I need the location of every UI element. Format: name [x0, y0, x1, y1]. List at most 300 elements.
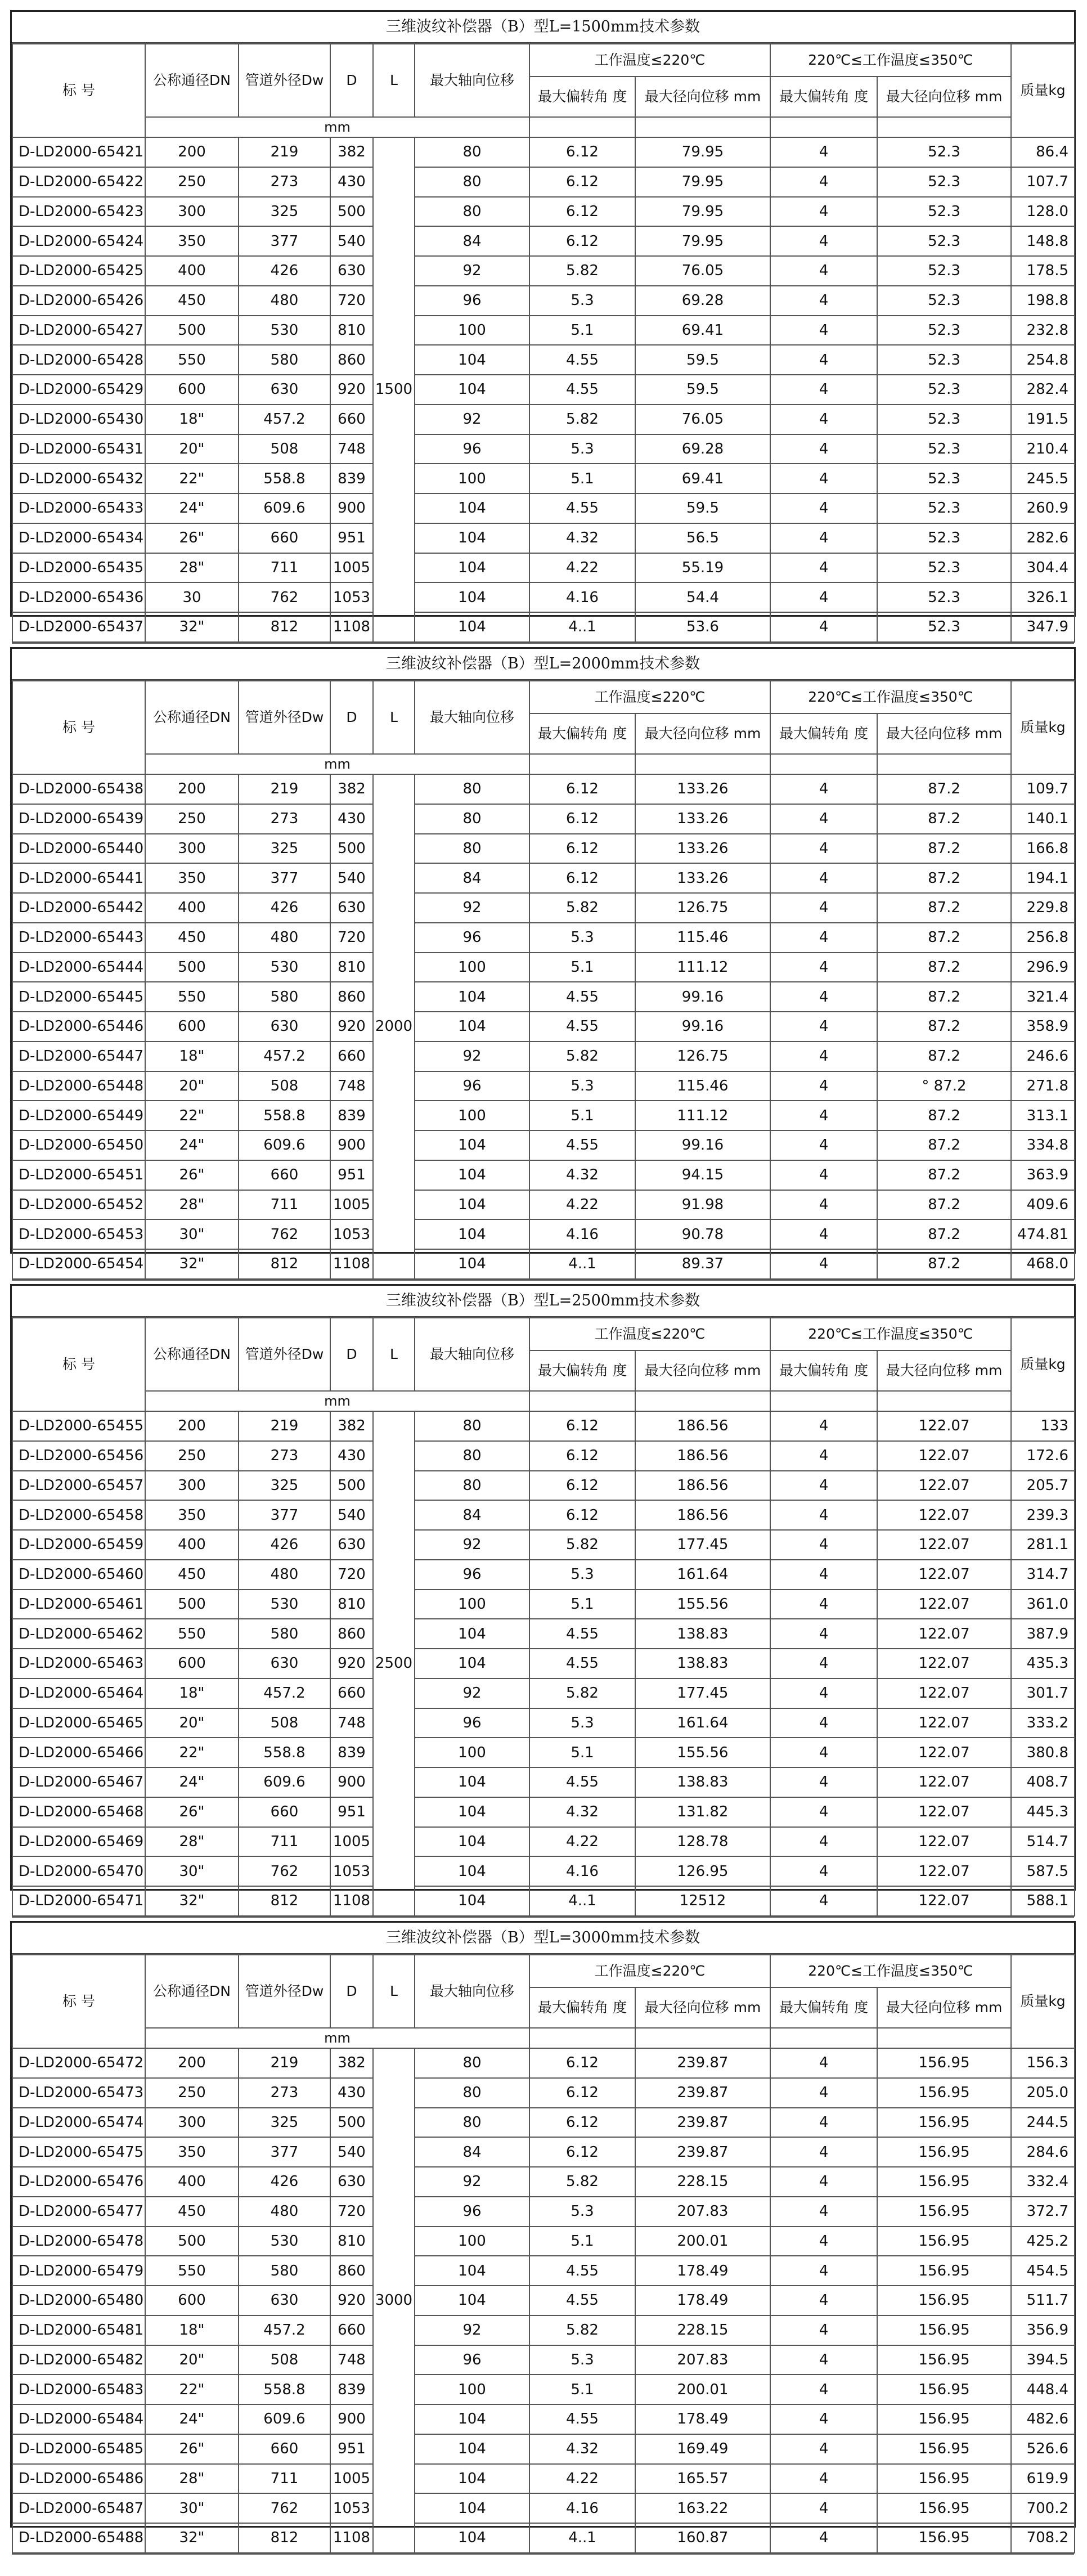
cell-axial: 104	[415, 2523, 529, 2553]
cell-radial-high: 52.3	[877, 345, 1011, 375]
cell-radial-low: 133.26	[635, 774, 770, 804]
cell-axial: 104	[415, 1160, 529, 1190]
cell-angle-low: 6.12	[529, 1500, 635, 1530]
header-mass: 质量kg	[1011, 681, 1075, 774]
spec-table-block-2500	[10, 1284, 1076, 1910]
cell-outer-dw: 630	[239, 2286, 330, 2315]
cell-angle-high: 4	[770, 1560, 877, 1590]
cell-code: D-LD2000-65441	[12, 863, 145, 893]
cell-nominal-dn: 300	[145, 197, 239, 227]
cell-code: D-LD2000-65479	[12, 2256, 145, 2286]
cell-angle-high: 4	[770, 464, 877, 493]
cell-mass: 205.7	[1011, 1471, 1075, 1501]
cell-angle-high: 4	[770, 2523, 877, 2553]
cell-nominal-dn: 350	[145, 1500, 239, 1530]
cell-nominal-dn: 200	[145, 774, 239, 804]
header-pipe-outer-diameter: 管道外径Dw	[239, 1318, 330, 1391]
cell-code: D-LD2000-65439	[12, 804, 145, 834]
cell-axial: 80	[415, 804, 529, 834]
cell-angle-high: 4	[770, 1649, 877, 1679]
cell-axial: 96	[415, 2345, 529, 2375]
cell-code: D-LD2000-65478	[12, 2227, 145, 2256]
cell-radial-high: 156.95	[877, 2345, 1011, 2375]
table-row	[12, 923, 1075, 953]
cell-d: 382	[330, 137, 373, 167]
cell-nominal-dn: 26"	[145, 1797, 239, 1827]
cell-angle-high: 4	[770, 1500, 877, 1530]
cell-mass: 708.2	[1011, 2523, 1075, 2553]
cell-angle-low: 5.82	[529, 1042, 635, 1071]
table-row	[12, 2345, 1075, 2375]
header-temp-high: 220℃≤工作温度≤350℃	[770, 681, 1011, 713]
table-row	[12, 1797, 1075, 1827]
cell-angle-high: 4	[770, 1249, 877, 1279]
cell-code: D-LD2000-65445	[12, 982, 145, 1012]
cell-code: D-LD2000-65468	[12, 1797, 145, 1827]
cell-angle-low: 4.55	[529, 2286, 635, 2315]
header-temp-high: 220℃≤工作温度≤350℃	[770, 1318, 1011, 1350]
cell-radial-high: 156.95	[877, 2493, 1011, 2523]
cell-nominal-dn: 24"	[145, 1767, 239, 1797]
cell-axial: 96	[415, 1560, 529, 1590]
cell-angle-low: 5.3	[529, 2197, 635, 2227]
cell-angle-high: 4	[770, 2197, 877, 2227]
cell-code: D-LD2000-65469	[12, 1827, 145, 1857]
cell-radial-high: 122.07	[877, 1886, 1011, 1916]
header-max-angle-high: 最大偏转角 度	[770, 1350, 877, 1391]
cell-radial-low: 200.01	[635, 2375, 770, 2404]
cell-code: D-LD2000-65428	[12, 345, 145, 375]
cell-axial: 96	[415, 923, 529, 953]
cell-mass: 178.5	[1011, 256, 1075, 286]
table-row	[12, 1738, 1075, 1767]
cell-angle-low: 4..1	[529, 1249, 635, 1279]
cell-angle-high: 4	[770, 316, 877, 345]
cell-angle-high: 4	[770, 434, 877, 464]
cell-outer-dw: 558.8	[239, 2375, 330, 2404]
header-max-angle-low: 最大偏转角 度	[529, 1350, 635, 1391]
cell-mass: 482.6	[1011, 2404, 1075, 2434]
cell-outer-dw: 377	[239, 1500, 330, 1530]
cell-radial-low: 186.56	[635, 1500, 770, 1530]
cell-angle-high: 4	[770, 1797, 877, 1827]
cell-code: D-LD2000-65448	[12, 1071, 145, 1101]
cell-angle-high: 4	[770, 1856, 877, 1886]
cell-nominal-dn: 200	[145, 1411, 239, 1441]
cell-axial: 80	[415, 774, 529, 804]
cell-mass: 408.7	[1011, 1767, 1075, 1797]
cell-radial-high: 122.07	[877, 1827, 1011, 1857]
cell-radial-low: 133.26	[635, 804, 770, 834]
cell-mass: 361.0	[1011, 1590, 1075, 1619]
cell-angle-high: 4	[770, 982, 877, 1012]
cell-radial-low: 111.12	[635, 953, 770, 982]
table-row	[12, 1249, 1075, 1279]
cell-axial: 80	[415, 137, 529, 167]
cell-d: 660	[330, 1042, 373, 1071]
cell-angle-high: 4	[770, 1827, 877, 1857]
cell-code: D-LD2000-65480	[12, 2286, 145, 2315]
table-title: 三维波纹补偿器（B）型L=3000mm技术参数	[12, 1923, 1074, 1954]
table-row	[12, 493, 1075, 523]
header-nominal-diameter: 公称通径DN	[145, 1955, 239, 2028]
cell-nominal-dn: 30"	[145, 1856, 239, 1886]
cell-nominal-dn: 24"	[145, 1130, 239, 1160]
cell-radial-high: 122.07	[877, 1856, 1011, 1886]
cell-angle-high: 4	[770, 893, 877, 923]
table-row	[12, 1101, 1075, 1130]
cell-angle-high: 4	[770, 523, 877, 553]
cell-radial-high: 52.3	[877, 523, 1011, 553]
cell-mass: 239.3	[1011, 1500, 1075, 1530]
cell-angle-high: 4	[770, 1530, 877, 1560]
cell-radial-high: 122.07	[877, 1738, 1011, 1767]
table-row	[12, 553, 1075, 583]
cell-mass: 191.5	[1011, 405, 1075, 434]
cell-nominal-dn: 22"	[145, 1738, 239, 1767]
cell-angle-high: 4	[770, 1767, 877, 1797]
header-max-radial-high: 最大径向位移 mm	[877, 1350, 1011, 1391]
cell-mass: 254.8	[1011, 345, 1075, 375]
cell-d: 1053	[330, 1219, 373, 1249]
cell-code: D-LD2000-65476	[12, 2167, 145, 2197]
header-max-radial-low: 最大径向位移 mm	[635, 77, 770, 117]
cell-angle-high: 4	[770, 1101, 877, 1130]
cell-d: 860	[330, 1619, 373, 1649]
cell-angle-low: 5.3	[529, 1708, 635, 1738]
cell-nominal-dn: 18"	[145, 2315, 239, 2345]
cell-d: 810	[330, 1590, 373, 1619]
cell-axial: 92	[415, 893, 529, 923]
spec-table	[12, 43, 1075, 643]
cell-d: 839	[330, 1738, 373, 1767]
cell-nominal-dn: 26"	[145, 2434, 239, 2464]
cell-nominal-dn: 450	[145, 2197, 239, 2227]
cell-angle-low: 4.55	[529, 1619, 635, 1649]
cell-angle-low: 4.22	[529, 553, 635, 583]
cell-radial-high: 122.07	[877, 1590, 1011, 1619]
cell-axial: 96	[415, 434, 529, 464]
cell-angle-low: 6.12	[529, 226, 635, 256]
cell-axial: 104	[415, 345, 529, 375]
cell-mass: 363.9	[1011, 1160, 1075, 1190]
table-row	[12, 405, 1075, 434]
cell-angle-low: 5.82	[529, 1530, 635, 1560]
cell-angle-low: 5.1	[529, 2227, 635, 2256]
cell-outer-dw: 630	[239, 375, 330, 405]
cell-radial-low: 161.64	[635, 1560, 770, 1590]
cell-d: 920	[330, 1649, 373, 1679]
cell-angle-low: 4.16	[529, 1856, 635, 1886]
cell-angle-high: 4	[770, 1411, 877, 1441]
cell-angle-low: 4.55	[529, 2256, 635, 2286]
cell-radial-low: 178.49	[635, 2404, 770, 2434]
header-max-axial: 最大轴向位移	[415, 1955, 529, 2028]
cell-radial-high: 52.3	[877, 612, 1011, 642]
cell-angle-low: 5.3	[529, 434, 635, 464]
cell-radial-high: 122.07	[877, 1500, 1011, 1530]
cell-d: 630	[330, 2167, 373, 2197]
cell-code: D-LD2000-65474	[12, 2108, 145, 2138]
cell-angle-high: 4	[770, 2048, 877, 2078]
cell-nominal-dn: 22"	[145, 464, 239, 493]
cell-code: D-LD2000-65470	[12, 1856, 145, 1886]
cell-axial: 104	[415, 553, 529, 583]
cell-axial: 104	[415, 2286, 529, 2315]
cell-angle-low: 5.3	[529, 1071, 635, 1101]
cell-nominal-dn: 450	[145, 923, 239, 953]
cell-angle-high: 4	[770, 197, 877, 227]
cell-angle-low: 5.1	[529, 1738, 635, 1767]
cell-radial-low: 207.83	[635, 2197, 770, 2227]
cell-radial-low: 138.83	[635, 1649, 770, 1679]
cell-radial-low: 79.95	[635, 197, 770, 227]
cell-axial: 84	[415, 2137, 529, 2167]
header-d: D	[330, 1318, 373, 1391]
cell-axial: 92	[415, 1042, 529, 1071]
cell-axial: 104	[415, 1797, 529, 1827]
table-row	[12, 197, 1075, 227]
cell-axial: 80	[415, 1411, 529, 1441]
cell-angle-high: 4	[770, 405, 877, 434]
cell-radial-high: 156.95	[877, 2227, 1011, 2256]
cell-outer-dw: 457.2	[239, 1042, 330, 1071]
header-max-radial-high: 最大径向位移 mm	[877, 77, 1011, 117]
cell-angle-high: 4	[770, 2493, 877, 2523]
cell-radial-low: 178.49	[635, 2286, 770, 2315]
cell-radial-low: 69.41	[635, 316, 770, 345]
cell-d: 500	[330, 834, 373, 864]
cell-radial-low: 126.75	[635, 1042, 770, 1071]
cell-mass: 314.7	[1011, 1560, 1075, 1590]
cell-code: D-LD2000-65458	[12, 1500, 145, 1530]
cell-axial: 100	[415, 2227, 529, 2256]
cell-radial-high: 156.95	[877, 2464, 1011, 2494]
cell-code: D-LD2000-65431	[12, 434, 145, 464]
cell-mass: 172.6	[1011, 1441, 1075, 1471]
cell-axial: 80	[415, 2108, 529, 2138]
cell-radial-low: 79.95	[635, 226, 770, 256]
cell-code: D-LD2000-65460	[12, 1560, 145, 1590]
cell-radial-low: 99.16	[635, 1012, 770, 1042]
cell-outer-dw: 273	[239, 167, 330, 197]
cell-outer-dw: 219	[239, 1411, 330, 1441]
table-row	[12, 1012, 1075, 1042]
cell-outer-dw: 457.2	[239, 1679, 330, 1708]
cell-angle-low: 6.12	[529, 804, 635, 834]
cell-angle-high: 4	[770, 834, 877, 864]
cell-axial: 104	[415, 493, 529, 523]
cell-d: 382	[330, 774, 373, 804]
table-row	[12, 2108, 1075, 2138]
cell-mass: 425.2	[1011, 2227, 1075, 2256]
cell-outer-dw: 711	[239, 553, 330, 583]
cell-nominal-dn: 600	[145, 2286, 239, 2315]
cell-radial-low: 178.49	[635, 2256, 770, 2286]
cell-radial-low: 138.83	[635, 1619, 770, 1649]
cell-angle-high: 4	[770, 226, 877, 256]
cell-nominal-dn: 550	[145, 982, 239, 1012]
cell-radial-low: 186.56	[635, 1471, 770, 1501]
cell-axial: 104	[415, 1619, 529, 1649]
cell-angle-high: 4	[770, 953, 877, 982]
cell-outer-dw: 609.6	[239, 1767, 330, 1797]
cell-nominal-dn: 22"	[145, 1101, 239, 1130]
cell-axial: 80	[415, 2078, 529, 2108]
cell-outer-dw: 660	[239, 1797, 330, 1827]
cell-nominal-dn: 20"	[145, 434, 239, 464]
cell-d: 860	[330, 345, 373, 375]
table-row	[12, 582, 1075, 612]
table-row	[12, 316, 1075, 345]
cell-d: 1053	[330, 1856, 373, 1886]
cell-code: D-LD2000-65461	[12, 1590, 145, 1619]
cell-axial: 104	[415, 2493, 529, 2523]
cell-mass: 282.6	[1011, 523, 1075, 553]
cell-radial-low: 126.95	[635, 1856, 770, 1886]
table-row	[12, 1130, 1075, 1160]
cell-nominal-dn: 400	[145, 2167, 239, 2197]
cell-mass: 246.6	[1011, 1042, 1075, 1071]
cell-mass: 372.7	[1011, 2197, 1075, 2227]
cell-radial-high: 156.95	[877, 2434, 1011, 2464]
cell-angle-low: 4.32	[529, 523, 635, 553]
cell-nominal-dn: 500	[145, 316, 239, 345]
cell-d: 1108	[330, 2523, 373, 2553]
cell-nominal-dn: 24"	[145, 2404, 239, 2434]
table-row	[12, 2523, 1075, 2553]
cell-nominal-dn: 550	[145, 345, 239, 375]
cell-code: D-LD2000-65435	[12, 553, 145, 583]
header-max-angle-low: 最大偏转角 度	[529, 713, 635, 754]
header-mass: 质量kg	[1011, 1318, 1075, 1411]
cell-angle-low: 4.55	[529, 1012, 635, 1042]
cell-radial-low: 155.56	[635, 1590, 770, 1619]
cell-code: D-LD2000-65433	[12, 493, 145, 523]
cell-length-l: 1500	[373, 137, 415, 642]
cell-d: 860	[330, 982, 373, 1012]
cell-angle-low: 5.1	[529, 316, 635, 345]
cell-radial-high: 156.95	[877, 2375, 1011, 2404]
header-code: 标 号	[12, 681, 145, 774]
cell-nominal-dn: 18"	[145, 405, 239, 434]
table-row	[12, 2464, 1075, 2494]
cell-angle-high: 4	[770, 493, 877, 523]
cell-mass: 205.0	[1011, 2078, 1075, 2108]
cell-angle-high: 4	[770, 1738, 877, 1767]
cell-length-l: 2500	[373, 1411, 415, 1916]
cell-mass: 229.8	[1011, 893, 1075, 923]
cell-mass: 514.7	[1011, 1827, 1075, 1857]
header-code: 标 号	[12, 1318, 145, 1411]
cell-axial: 92	[415, 1530, 529, 1560]
cell-angle-low: 4.16	[529, 1219, 635, 1249]
cell-angle-high: 4	[770, 1708, 877, 1738]
cell-outer-dw: 480	[239, 923, 330, 953]
cell-radial-low: 228.15	[635, 2167, 770, 2197]
cell-axial: 100	[415, 953, 529, 982]
cell-code: D-LD2000-65421	[12, 137, 145, 167]
header-max-radial-high: 最大径向位移 mm	[877, 1987, 1011, 2028]
cell-mass: 526.6	[1011, 2434, 1075, 2464]
cell-code: D-LD2000-65453	[12, 1219, 145, 1249]
table-row	[12, 1560, 1075, 1590]
cell-angle-low: 5.82	[529, 893, 635, 923]
cell-code: D-LD2000-65425	[12, 256, 145, 286]
cell-axial: 104	[415, 2256, 529, 2286]
cell-axial: 104	[415, 612, 529, 642]
cell-axial: 96	[415, 286, 529, 316]
cell-mass: 166.8	[1011, 834, 1075, 864]
cell-d: 660	[330, 1679, 373, 1708]
cell-angle-high: 4	[770, 1190, 877, 1220]
header-temp-low: 工作温度≤220℃	[529, 1318, 770, 1350]
cell-radial-low: 79.95	[635, 167, 770, 197]
cell-outer-dw: 325	[239, 1471, 330, 1501]
cell-radial-high: 87.2	[877, 1012, 1011, 1042]
cell-code: D-LD2000-65467	[12, 1767, 145, 1797]
cell-axial: 104	[415, 1767, 529, 1797]
cell-mass: 321.4	[1011, 982, 1075, 1012]
cell-nominal-dn: 250	[145, 1441, 239, 1471]
cell-code: D-LD2000-65446	[12, 1012, 145, 1042]
cell-nominal-dn: 20"	[145, 1071, 239, 1101]
header-max-angle-high: 最大偏转角 度	[770, 1987, 877, 2028]
cell-axial: 104	[415, 1886, 529, 1916]
cell-angle-high: 4	[770, 774, 877, 804]
cell-angle-high: 4	[770, 2167, 877, 2197]
table-row	[12, 1886, 1075, 1916]
cell-code: D-LD2000-65456	[12, 1441, 145, 1471]
cell-radial-high: 122.07	[877, 1441, 1011, 1471]
cell-mass: 588.1	[1011, 1886, 1075, 1916]
cell-angle-high: 4	[770, 2137, 877, 2167]
header-max-axial: 最大轴向位移	[415, 681, 529, 754]
cell-radial-low: 138.83	[635, 1767, 770, 1797]
cell-angle-low: 4.55	[529, 1649, 635, 1679]
cell-angle-low: 5.3	[529, 286, 635, 316]
cell-code: D-LD2000-65472	[12, 2048, 145, 2078]
cell-code: D-LD2000-65422	[12, 167, 145, 197]
table-row	[12, 523, 1075, 553]
cell-radial-low: 161.64	[635, 1708, 770, 1738]
cell-radial-high: 87.2	[877, 1190, 1011, 1220]
cell-nominal-dn: 32"	[145, 2523, 239, 2553]
table-title: 三维波纹补偿器（B）型L=1500mm技术参数	[12, 12, 1074, 43]
cell-code: D-LD2000-65430	[12, 405, 145, 434]
cell-radial-high: 52.3	[877, 256, 1011, 286]
cell-nominal-dn: 26"	[145, 1160, 239, 1190]
cell-radial-high: 122.07	[877, 1471, 1011, 1501]
table-row	[12, 1827, 1075, 1857]
cell-nominal-dn: 28"	[145, 2464, 239, 2494]
table-row	[12, 1219, 1075, 1249]
cell-mass: 140.1	[1011, 804, 1075, 834]
cell-radial-low: 177.45	[635, 1530, 770, 1560]
cell-angle-high: 4	[770, 256, 877, 286]
cell-radial-high: 87.2	[877, 1101, 1011, 1130]
cell-radial-high: 52.3	[877, 316, 1011, 345]
cell-angle-low: 6.12	[529, 863, 635, 893]
cell-d: 810	[330, 2227, 373, 2256]
cell-angle-high: 4	[770, 2078, 877, 2108]
cell-angle-low: 4..1	[529, 1886, 635, 1916]
cell-radial-low: 55.19	[635, 553, 770, 583]
cell-d: 430	[330, 804, 373, 834]
cell-outer-dw: 457.2	[239, 2315, 330, 2345]
cell-angle-high: 4	[770, 1160, 877, 1190]
table-row	[12, 1649, 1075, 1679]
